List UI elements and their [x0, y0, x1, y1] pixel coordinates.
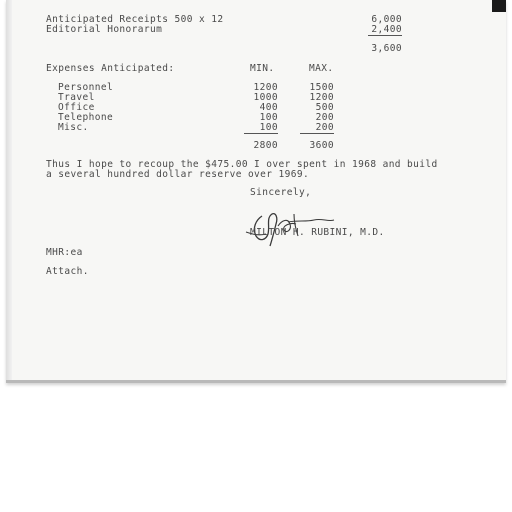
signature-name: MILTON H. RUBINI, M.D. [250, 227, 385, 238]
expense-min-misc: 100 [244, 123, 278, 134]
expense-min-office: 400 [259, 102, 278, 113]
expense-max-personnel: 1500 [309, 82, 334, 93]
expense-label-office: Office [58, 102, 95, 113]
enclosure-note: Attach. [46, 266, 89, 277]
expense-max-telephone: 200 [315, 112, 334, 123]
expense-label-misc: Misc. [58, 122, 89, 133]
receipts-row-1-label: Anticipated Receipts 500 x 12 [46, 14, 224, 25]
expense-total-max: 3600 [309, 140, 334, 151]
scan-corner-artifact [492, 0, 506, 12]
receipts-row-1-amount: 6,000 [371, 14, 402, 25]
expenses-col-max: MAX. [309, 63, 334, 74]
expense-max-misc: 200 [300, 123, 334, 134]
receipts-row-2-amount: 2,400 [368, 25, 402, 36]
typist-initials: MHR:ea [46, 247, 83, 258]
closing-paragraph-line-2: a several hundred dollar reserve over 1969. [46, 169, 310, 180]
letter-sheet [6, 0, 506, 383]
valediction: Sincerely, [250, 187, 312, 198]
expenses-col-min: MIN. [250, 63, 275, 74]
expense-max-travel: 1200 [309, 92, 334, 103]
expense-label-travel: Travel [58, 92, 95, 103]
sheet-shadow-edge [6, 0, 12, 380]
receipts-row-2-label: Editorial Honorarum [46, 24, 163, 35]
closing-paragraph-line-1: Thus I hope to recoup the $475.00 I over spent in 1968 and build [46, 159, 438, 170]
receipts-total: 3,600 [371, 43, 402, 54]
expense-max-office: 500 [315, 102, 334, 113]
expense-total-min: 2800 [253, 140, 278, 151]
expense-min-travel: 1000 [253, 92, 278, 103]
expenses-heading: Expenses Anticipated: [46, 63, 175, 74]
expense-min-personnel: 1200 [253, 82, 278, 93]
expense-min-telephone: 100 [259, 112, 278, 123]
expense-label-personnel: Personnel [58, 82, 114, 93]
expense-label-telephone: Telephone [58, 112, 114, 123]
